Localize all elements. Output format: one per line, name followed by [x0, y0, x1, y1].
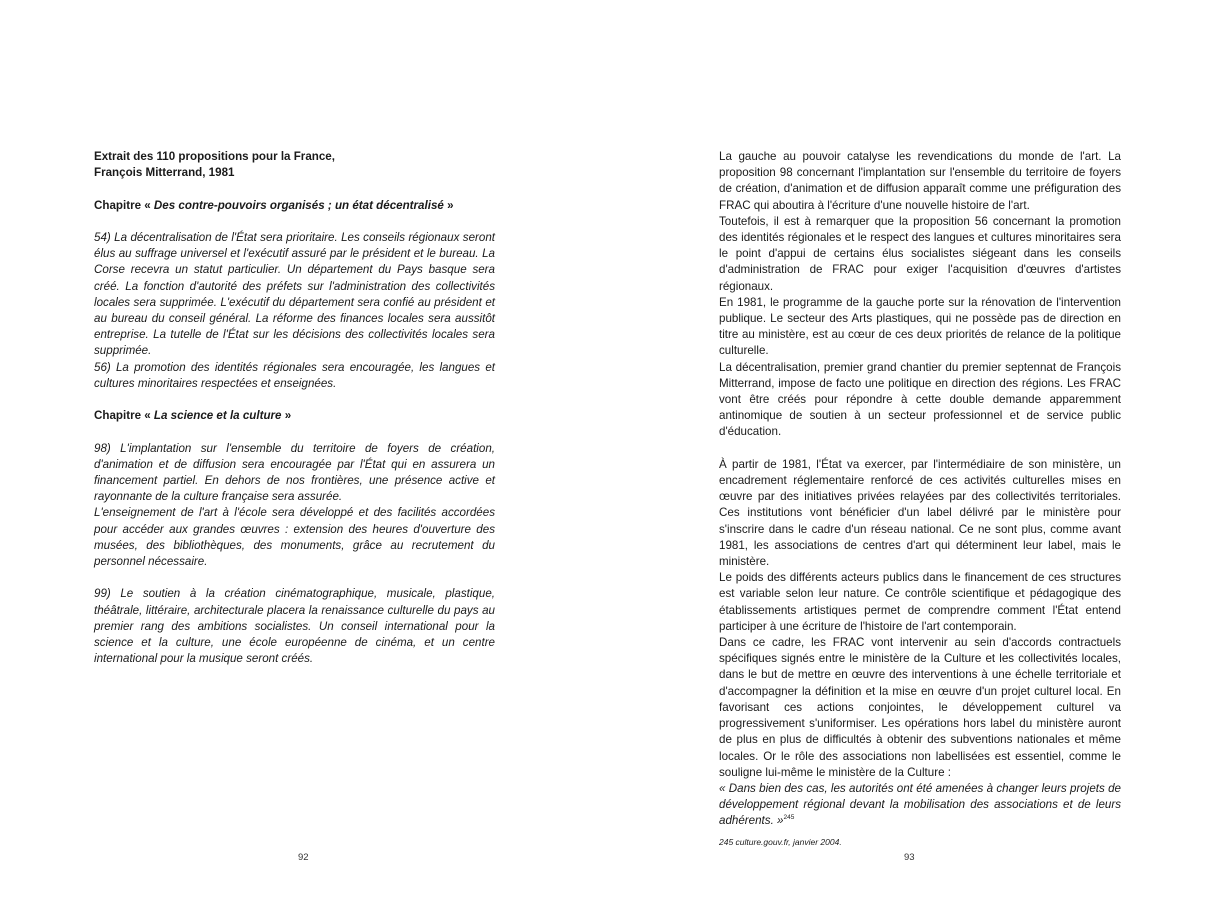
paragraph-6: Le poids des différents acteurs publics dans le financement de ces structures est variable selon leur nature. Ce contrôle scientifique et pédagogique des établissements artistiques permet de comprendre comment l'État entend participer à une écriture de l'histoire de l'art contemporain. — [719, 571, 1121, 633]
chapter-title: Des contre-pouvoirs organisés ; un état décentralisé — [153, 198, 444, 212]
chapter-prefix: Chapitre « — [94, 409, 154, 423]
paragraph-7: Dans ce cadre, les FRAC vont intervenir au sein d'accords contractuels spécifiques signés entre le ministère de la Culture et les collectivités locales, dans le but de mettre en œuvre des interventions à une échelle territoriale et d'accompagner la définition et la mise en œuvre d'un projet culturel local. En favorisant ces actions conjointes, le développement culturel va progressivement s'uniformiser. Les opérations hors label du ministère auront de plus en plus de difficultés à obtenir des subventions nationales et même locales. Or le rôle des associations non labellisées est essentiel, comme le souligne lui-même le ministère de la Culture : — [719, 636, 1121, 779]
chapter-heading-2 — [94, 408, 495, 424]
chapter-suffix: » — [443, 198, 454, 212]
right-column — [719, 149, 1121, 848]
proposition-54: 54) La décentralisation de l'État sera prioritaire. Les conseils régionaux seront élus au suffrage universel et l'exécutif assuré par le président et le bureau. La Corse recevra un statut particulier. Un département du Pays basque sera créé. La fonction d'autorité des préfets sur l'administration des collectivités locales sera supprimée. L'exécutif du département sera confié au président et au bureau du conseil général. La réforme des finances locales sera aussitôt entreprise. La tutelle de l'État sur les décisions des collectivités locales sera supprimée. — [94, 230, 495, 358]
chapter-heading-1 — [94, 198, 495, 214]
footnote-reference: 245 — [783, 814, 795, 822]
page-number-left: 92 — [298, 852, 309, 863]
quote-text: « Dans bien des cas, les autorités ont été amenées à changer leurs projets de développement régional devant la mobilisation des associations et de leurs adhérents. » — [719, 781, 1121, 828]
paragraph-2: Toutefois, il est à remarquer que la proposition 56 concernant la promotion des identités régionales et le respect des langues et cultures minoritaires sera le point d'appui de certains élus socialistes siégeant dans les conseils d'administration de FRAC pour exiger l'acquisition d'œuvres d'artistes régionaux. — [719, 214, 1121, 293]
proposition-56: 56) La promotion des identités régionales sera encouragée, les langues et cultures minoritaires respectées et enseignées. — [94, 360, 495, 390]
excerpt-title-line1: Extrait des 110 propositions pour la France, — [94, 150, 335, 163]
footnote: 245 culture.gouv.fr, janvier 2004. — [719, 836, 842, 847]
paragraph-1: La gauche au pouvoir catalyse les revendications du monde de l'art. La proposition 98 concernant l'implantation sur l'ensemble du territoire de foyers de création, d'animation et de diffusion apparaît comme une préfiguration des FRAC qui aboutira à l'écriture d'une nouvelle histoire de l'art. — [719, 150, 1121, 212]
paragraph-4: La décentralisation, premier grand chantier du premier septennat de François Mitterrand, impose de facto une politique en direction des régions. Les FRAC vont être créés pour répondre à cette double demande apparemment antinomique de soutien à un secteur professionnel et de service public d'éducation. — [719, 360, 1121, 439]
chapter-suffix: » — [281, 409, 292, 423]
page-number-right: 93 — [904, 852, 915, 863]
chapter-title: La science et la culture — [153, 409, 282, 423]
paragraph-5: À partir de 1981, l'État va exercer, par l'intermédiaire de son ministère, un encadrement réglementaire renforcé de ces activités culturelles mises en œuvre par des initiatives privées relayées par des collectivités territoriales. Ces institutions vont bénéficier d'un label délivré par le ministère pour s'inscrire dans le cadre d'un réseau national. Ce ne sont plus, comme avant 1981, les associations de centres d'art qui déterminent leur label, mais le ministère. — [719, 457, 1121, 569]
left-column — [94, 149, 495, 667]
ministry-quote — [719, 781, 1121, 830]
excerpt-title-line2: François Mitterrand, 1981 — [94, 166, 235, 180]
proposition-98: 98) L'implantation sur l'ensemble du territoire de foyers de création, d'animation et de diffusion sera encouragée par l'État qui en assurera un financement partiel. En dehors de nos frontières, une présence active et rayonnante de la culture française sera assurée. — [94, 441, 495, 504]
proposition-98-continued: L'enseignement de l'art à l'école sera développé et des facilités accordées pour accéder aux grandes œuvres : extension des heures d'ouverture des musées, des bibliothèques, des monuments, grâce au recrutement du personnel nécessaire. — [94, 506, 495, 569]
right-page — [607, 0, 1214, 913]
proposition-99: 99) Le soutien à la création cinématographique, musicale, plastique, théâtrale, littéraire, architecturale placera la renaissance culturelle du pays au premier rang des ambitions socialistes. Un conseil international pour la science et la culture, une école européenne de cinéma, et un centre international pour la musique seront créés. — [94, 587, 495, 666]
chapter-prefix: Chapitre « — [94, 198, 154, 212]
paragraph-3: En 1981, le programme de la gauche porte sur la rénovation de l'intervention publique. Le secteur des Arts plastiques, qui ne possède pas de direction en titre au ministère, est au cœur de ces deux priorités de relance de la politique culturelle. — [719, 295, 1121, 358]
